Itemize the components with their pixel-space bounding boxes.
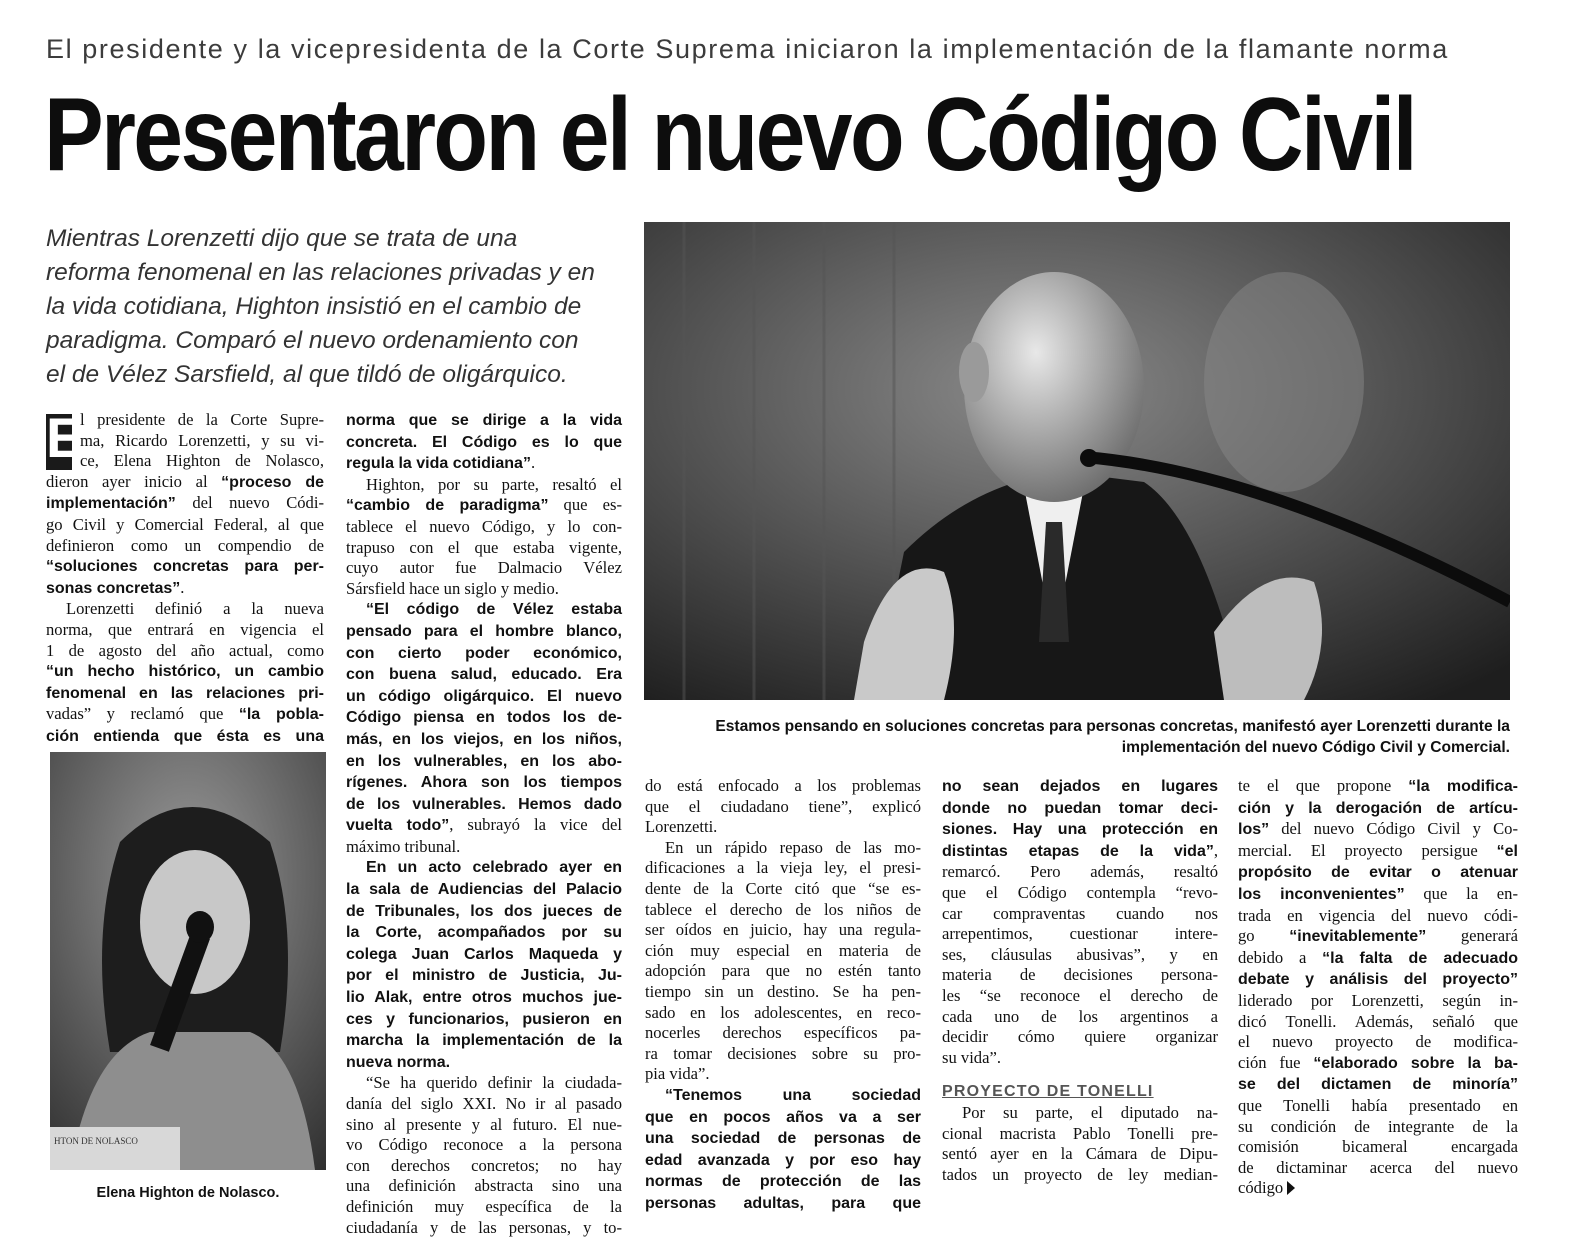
text-line: sado en los adolescentes, en reco- xyxy=(645,1002,921,1022)
column-4-text xyxy=(942,776,1218,1068)
text-line: ción fue “elaborado sobre la ba- xyxy=(1238,1052,1518,1072)
text-line: siones. Hay una protección en xyxy=(942,821,1218,839)
text-line: materia de decisiones persona- xyxy=(942,965,1218,985)
text-line: car compraventas cuando nos xyxy=(942,903,1218,923)
text-line: Sársfield hace un siglo y medio. xyxy=(346,578,559,598)
text-line: mercial. El proyecto persigue “el xyxy=(1238,840,1518,860)
text-line: pia vida”. xyxy=(645,1064,710,1084)
text-line: marcha la implementación de la xyxy=(346,1032,622,1050)
text-line: concreta. El Código es lo que xyxy=(346,433,622,451)
lead-line: reforma fenomenal en las relaciones privadas y en xyxy=(46,259,595,286)
text-line: no sean dejados en lugares xyxy=(942,778,1218,795)
text-line: ses, cláusulas abusivas”, y en xyxy=(942,944,1218,964)
text-line: donde no puedan tomar deci- xyxy=(942,799,1218,817)
text-line: edad avanzada y por eso hay xyxy=(645,1151,921,1169)
lead-line: el de Vélez Sarsfield, al que tildó de oligárquico. xyxy=(46,361,568,388)
text-line: código xyxy=(1238,1178,1518,1199)
photo-caption xyxy=(648,716,1510,758)
text-line: los inconvenientes” que la en- xyxy=(1238,883,1518,903)
text-line: trada en vigencia del nuevo códi- xyxy=(1238,905,1518,925)
highton-photo xyxy=(50,752,326,1170)
text-line: distintas etapas de la vida”, xyxy=(942,840,1218,860)
text-line: nueva norma. xyxy=(346,1053,451,1071)
text-line: dicó Tonelli. Además, señaló que xyxy=(1238,1011,1518,1031)
column-2-text xyxy=(346,410,622,1238)
text-line: go “inevitablemente” generará xyxy=(1238,926,1518,946)
text-line: definieron como un compendio de xyxy=(46,535,324,555)
lead-paragraph xyxy=(46,222,621,392)
lorenzetti-photo xyxy=(644,222,1510,700)
text-line: en los vulnerables, en los abo- xyxy=(346,752,622,770)
headline: Presentaron el nuevo Código Civil xyxy=(44,77,1416,193)
text-line: sonas concretas”. xyxy=(46,577,185,597)
text-line: rígenes. Ahora son los tiempos xyxy=(346,774,622,792)
column-3-text xyxy=(645,776,921,1214)
text-line: danía del siglo XXI. No ir al pasado xyxy=(346,1094,622,1113)
text-line: go Civil y Comercial Federal, al que xyxy=(46,514,324,534)
text-line: con derechos concretos; no hay xyxy=(346,1155,622,1175)
text-line: remarcó. Pero además, resaltó xyxy=(942,862,1218,882)
drop-cap: E xyxy=(46,406,84,469)
text-line: de dictaminar acerca del nuevo xyxy=(1238,1157,1518,1177)
text-line: que el Código contempla “revo- xyxy=(942,882,1218,902)
text-line: por el ministro de Justicia, Ju- xyxy=(346,967,622,985)
text-line: su condición de integrante de la xyxy=(1238,1116,1518,1136)
text-line: comisión bicameral encargada xyxy=(1238,1137,1518,1157)
text-line: Lorenzetti. xyxy=(645,817,718,837)
text-line: norma que se dirige a la vida xyxy=(346,412,622,429)
text-line: debido a “la falta de adecuado xyxy=(1238,947,1519,967)
column-5-text xyxy=(1238,776,1518,1199)
text-line: norma, que entrará en vigencia el xyxy=(46,619,324,639)
text-line: tablece el nuevo Código, y lo con- xyxy=(346,516,622,536)
text-line: propósito de evitar o atenuar xyxy=(1238,864,1518,882)
highton-illustration xyxy=(50,752,326,1170)
text-line: ser oídos en juicio, hay una regula- xyxy=(645,920,921,940)
subheading: PROYECTO DE TONELLI xyxy=(942,1083,1154,1101)
text-line: el nuevo proyecto de modifica- xyxy=(1238,1032,1518,1052)
text-line: vadas” y reclamó que “la pobla- xyxy=(46,704,324,724)
text-line: que el ciudadano tiene”, explicó xyxy=(645,796,921,816)
lead-line: la vida cotidiana, Highton insistió en el cambio de xyxy=(46,293,582,320)
text-line: fenomenal en las relaciones pri- xyxy=(46,684,324,702)
text-line: nocerles derechos específicos pa- xyxy=(645,1023,921,1043)
caption-line: implementación del nuevo Código Civil y Comercial. xyxy=(1121,739,1510,756)
text-line: liderado por Lorenzetti, según in- xyxy=(1238,990,1518,1010)
text-line: colega Juan Carlos Maqueda y xyxy=(346,945,622,963)
text-line: “soluciones concretas para per- xyxy=(46,558,324,576)
text-line: Highton, por su parte, resaltó el xyxy=(366,474,622,494)
text-line: Lorenzetti definió a la nueva xyxy=(66,599,324,619)
text-line: normas de protección de las xyxy=(645,1173,921,1191)
text-line: máximo tribunal. xyxy=(346,836,461,856)
text-line: tados un proyecto de ley median- xyxy=(942,1164,1218,1184)
text-line: que Tonelli había presentado en xyxy=(1238,1095,1518,1115)
text-line: la Corte, acompañados por su xyxy=(346,924,622,942)
text-line: dificaciones a la vieja ley, el presi- xyxy=(645,858,921,878)
caption-line: Estamos pensando en soluciones concretas para personas concretas, manifestó ayer Lorenzetti durante la xyxy=(715,718,1510,735)
text-line: vo Código reconoce a la persona xyxy=(346,1135,622,1155)
text-line: do está enfocado a los problemas xyxy=(645,776,921,795)
text-line: arrepentimos, cuestionar intere- xyxy=(942,924,1218,944)
column-1-text xyxy=(46,406,324,748)
text-line: decidir cómo quiere organizar xyxy=(942,1027,1218,1047)
text-line: les “se reconoce el derecho de xyxy=(942,985,1218,1005)
lorenzetti-illustration xyxy=(644,222,1510,700)
text-line: l presidente de la Corte Supre- xyxy=(80,410,324,429)
text-line: ra tomar decisiones sobre su pro- xyxy=(645,1043,921,1063)
small-photo-caption: Elena Highton de Nolasco. xyxy=(96,1185,280,1201)
text-line: cada uno de los argentinos a xyxy=(942,1006,1218,1026)
text-line: ciudadanía y de las personas, y to- xyxy=(346,1217,622,1237)
text-line: “cambio de paradigma” que es- xyxy=(346,495,622,515)
text-line: más, en los viejos, en los niños, xyxy=(346,730,622,748)
text-line: con buena salud, educado. Era xyxy=(346,666,622,684)
column-1 xyxy=(46,406,324,748)
text-line: tiempo sin un destino. Se ha pen- xyxy=(645,981,921,1001)
text-line: dente de la Corte citó que “se es- xyxy=(645,878,921,898)
text-line: dieron ayer inicio al “proceso de xyxy=(46,471,324,491)
text-line: Por su parte, el diputado na- xyxy=(962,1102,1218,1122)
text-line: personas adultas, para que xyxy=(645,1194,921,1212)
text-line: de Tribunales, los dos jueces de xyxy=(346,902,622,920)
column-4 xyxy=(942,776,1218,1185)
text-line: ma, Ricardo Lorenzetti, y su vi- xyxy=(80,430,324,450)
text-line: tablece el derecho de los niños de xyxy=(645,899,921,919)
text-line: adopción para que no estén tanto xyxy=(645,961,921,981)
text-line: cuyo autor fue Dalmacio Vélez xyxy=(346,558,622,578)
text-line: Código piensa en todos los de- xyxy=(346,709,622,727)
text-line: definición muy específica de la xyxy=(346,1196,622,1216)
text-line: los” del nuevo Código Civil y Co- xyxy=(1238,819,1518,839)
column-5 xyxy=(1238,776,1518,1199)
text-line: un código oligárquico. El nuevo xyxy=(346,687,622,705)
kicker: El presidente y la vicepresidenta de la Corte Suprema iniciaron la implementación de la flamante norma xyxy=(46,34,1449,64)
text-line: “El código de Vélez estaba xyxy=(366,601,622,619)
text-line: “Se ha querido definir la ciudada- xyxy=(366,1073,622,1093)
lead-line: paradigma. Comparó el nuevo ordenamiento con xyxy=(46,327,579,354)
text-line: “un hecho histórico, un cambio xyxy=(46,663,324,681)
text-line: una definición abstracta sino una xyxy=(346,1176,622,1196)
text-line: su vida”. xyxy=(942,1047,1001,1067)
text-line: regula la vida cotidiana”. xyxy=(346,453,536,473)
text-line: pensado para el hombre blanco, xyxy=(346,622,622,640)
text-line: sino al presente y al futuro. El nue- xyxy=(346,1114,622,1134)
text-line: que en pocos años va a ser xyxy=(645,1108,921,1126)
text-line: debate y análisis del proyecto” xyxy=(1238,971,1518,989)
text-line: de los vulnerables. Hemos dado xyxy=(346,795,622,813)
column-4-text-b xyxy=(942,1103,1218,1185)
column-3 xyxy=(645,776,921,1214)
text-line: lio Alak, entre otros muchos jue- xyxy=(346,989,622,1007)
lead-line: Mientras Lorenzetti dijo que se trata de una xyxy=(46,225,518,252)
text-line: 1 de agosto del año actual, como xyxy=(46,640,324,660)
text-line: vuelta todo”, subrayó la vice del xyxy=(346,815,622,835)
text-line: implementación” del nuevo Códi- xyxy=(46,493,324,513)
text-line: sentó ayer en la Cámara de Dipu- xyxy=(942,1144,1218,1164)
text-line: con cierto poder económico, xyxy=(346,644,622,662)
text-line: trapuso con el que estaba vigente, xyxy=(346,537,622,557)
text-line: ción entienda que ésta es una xyxy=(46,727,324,745)
end-mark-icon xyxy=(1287,1181,1295,1195)
text-line: ción y la derogación de artícu- xyxy=(1238,799,1518,817)
text-line: ción muy especial en materia de xyxy=(645,940,921,960)
text-line: ce, Elena Highton de Nolasco, xyxy=(80,451,324,471)
text-line: se del dictamen de minoría” xyxy=(1238,1076,1518,1094)
text-line: En un rápido repaso de las mo- xyxy=(665,837,921,857)
text-line: cional macrista Pablo Tonelli pre- xyxy=(942,1123,1218,1143)
text-line: la sala de Audiencias del Palacio xyxy=(346,881,622,899)
nameplate: HTON DE NOLASCO xyxy=(54,1136,138,1146)
text-line: una sociedad de personas de xyxy=(645,1130,921,1148)
text-line: te el que propone “la modifica- xyxy=(1238,776,1518,795)
column-2 xyxy=(346,410,622,1238)
text-line: “Tenemos una sociedad xyxy=(665,1086,921,1104)
text-line: En un acto celebrado ayer en xyxy=(366,859,622,877)
text-line: ces y funcionarios, pusieron en xyxy=(346,1010,622,1028)
